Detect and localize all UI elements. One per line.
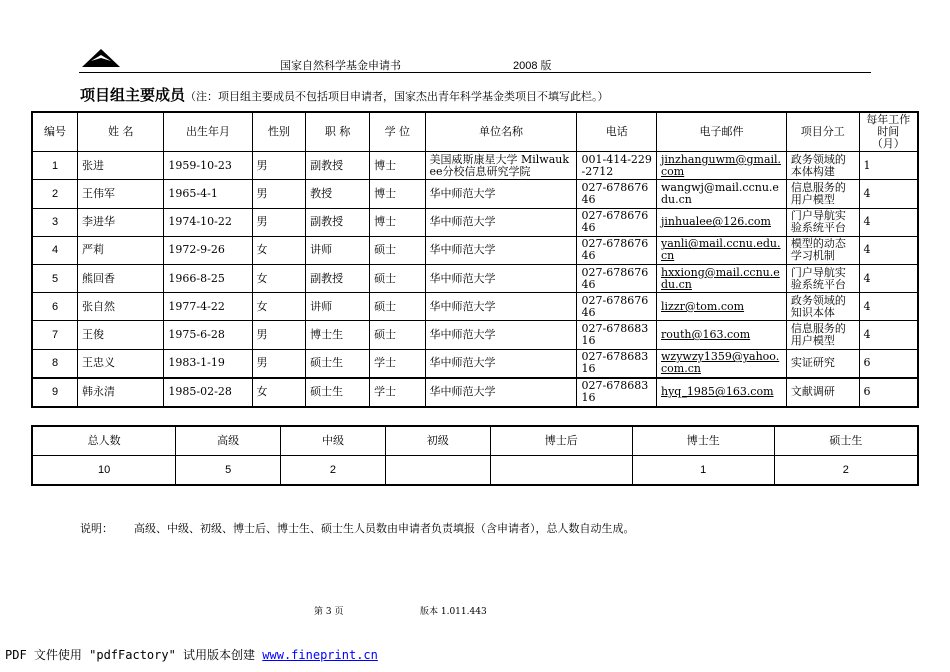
header-rule — [79, 72, 871, 73]
footer-version: 版本 1.011.443 — [420, 607, 487, 617]
members-header-cell: 出生年月 — [164, 112, 252, 152]
section-note: （注：项目组主要成员不包括项目申请者，国家杰出青年科学基金类项目不填写此栏。） — [185, 90, 609, 103]
table-row — [32, 180, 918, 208]
table-cell: 华中师范大学 — [425, 349, 577, 378]
table-cell: 9 — [32, 378, 78, 407]
table-cell: 1959-10-23 — [164, 152, 252, 180]
table-cell: 华中师范大学 — [425, 180, 577, 208]
logo — [82, 48, 120, 71]
summary-header-cell: 中级 — [281, 426, 386, 456]
table-cell: 讲师 — [306, 293, 370, 321]
table-cell: 副教授 — [306, 208, 370, 236]
summary-value-cell — [490, 456, 632, 486]
table-cell: 博士生 — [306, 321, 370, 349]
table-cell: 027-67867646 — [577, 236, 657, 264]
table-cell: 1 — [859, 152, 918, 180]
table-cell: 5 — [32, 265, 78, 293]
table-cell: 政务领域的知识本体 — [786, 293, 859, 321]
table-cell: 王忠义 — [78, 349, 164, 378]
table-cell: 政务领域的本体构建 — [786, 152, 859, 180]
table-cell: 美国威斯康星大学 Milwaukee分校信息研究学院 — [425, 152, 577, 180]
summary-value-cell: 2 — [281, 456, 386, 486]
table-cell: 硕士生 — [306, 378, 370, 407]
table-cell: 4 — [859, 321, 918, 349]
table-cell: 模型的动态学习机制 — [786, 236, 859, 264]
members-header-cell: 编号 — [32, 112, 78, 152]
summary-header-row — [32, 426, 918, 456]
table-cell: 硕士 — [370, 265, 425, 293]
table-cell: 门户导航实验系统平台 — [786, 265, 859, 293]
table-cell: 4 — [859, 180, 918, 208]
fineprint-link[interactable]: www.fineprint.cn — [262, 648, 378, 662]
table-cell: 027-67867646 — [577, 265, 657, 293]
members-header-cell: 每年工作时间（月） — [859, 112, 918, 152]
table-cell: 男 — [252, 180, 306, 208]
footer-page: 第 3 页 — [314, 607, 344, 617]
table-cell: 1974-10-22 — [164, 208, 252, 236]
table-cell: jinzhanguwm@gmail.com — [656, 152, 786, 180]
table-row — [32, 152, 918, 180]
members-header-cell: 性别 — [252, 112, 306, 152]
table-cell: 女 — [252, 293, 306, 321]
members-header-cell: 单位名称 — [425, 112, 577, 152]
table-cell: 2 — [32, 180, 78, 208]
table-cell: 女 — [252, 378, 306, 407]
table-cell: 王俊 — [78, 321, 164, 349]
section-title: 项目组主要成员 — [80, 86, 186, 104]
header-version: 2008 版 — [513, 60, 552, 72]
section-heading — [80, 84, 609, 105]
table-cell: jinhualee@126.com — [656, 208, 786, 236]
explain-label: 说明： — [80, 522, 113, 535]
table-cell: 027-67868316 — [577, 321, 657, 349]
table-cell: 张自然 — [78, 293, 164, 321]
table-cell: 001-414-229-2712 — [577, 152, 657, 180]
table-cell: 1 — [32, 152, 78, 180]
table-cell: 门户导航实验系统平台 — [786, 208, 859, 236]
table-cell: 熊回香 — [78, 265, 164, 293]
table-cell: 硕士 — [370, 293, 425, 321]
table-cell: 6 — [32, 293, 78, 321]
members-header-cell: 项目分工 — [786, 112, 859, 152]
table-cell: 华中师范大学 — [425, 378, 577, 407]
table-cell: 博士 — [370, 208, 425, 236]
table-cell: 4 — [859, 265, 918, 293]
table-cell: routh@163.com — [656, 321, 786, 349]
header-title: 国家自然科学基金申请书 — [280, 59, 401, 72]
table-cell: 4 — [32, 236, 78, 264]
summary-value-cell — [385, 456, 490, 486]
table-cell: 华中师范大学 — [425, 265, 577, 293]
table-cell: 1975-6-28 — [164, 321, 252, 349]
table-cell: 文献调研 — [786, 378, 859, 407]
table-cell: hxxiong@mail.ccnu.edu.cn — [656, 265, 786, 293]
table-cell: hyq_1985@163.com — [656, 378, 786, 407]
summary-header-cell: 博士后 — [490, 426, 632, 456]
table-cell: 1965-4-1 — [164, 180, 252, 208]
table-cell: 学士 — [370, 349, 425, 378]
summary-value-row — [32, 456, 918, 486]
table-cell: 6 — [859, 378, 918, 407]
summary-header-cell: 高级 — [176, 426, 281, 456]
summary-header-cell: 硕士生 — [774, 426, 918, 456]
table-cell: lizzr@tom.com — [656, 293, 786, 321]
table-cell: 男 — [252, 321, 306, 349]
members-header-cell: 学 位 — [370, 112, 425, 152]
members-header-cell: 姓 名 — [78, 112, 164, 152]
table-cell: 讲师 — [306, 236, 370, 264]
members-header-cell: 职 称 — [306, 112, 370, 152]
table-cell: 华中师范大学 — [425, 321, 577, 349]
summary-value-cell: 10 — [32, 456, 176, 486]
table-cell: 4 — [859, 236, 918, 264]
summary-header-cell: 总人数 — [32, 426, 176, 456]
table-cell: 027-67868316 — [577, 378, 657, 407]
table-row — [32, 321, 918, 349]
table-cell: 张进 — [78, 152, 164, 180]
summary-value-cell: 5 — [176, 456, 281, 486]
summary-header-cell: 初级 — [385, 426, 490, 456]
summary-value-cell: 2 — [774, 456, 918, 486]
table-cell: 女 — [252, 236, 306, 264]
table-cell: 华中师范大学 — [425, 293, 577, 321]
table-cell: 博士 — [370, 180, 425, 208]
table-cell: 1985-02-28 — [164, 378, 252, 407]
table-cell: 1983-1-19 — [164, 349, 252, 378]
table-cell: 男 — [252, 208, 306, 236]
table-cell: 教授 — [306, 180, 370, 208]
table-cell: 王伟军 — [78, 180, 164, 208]
table-cell: 027-67867646 — [577, 180, 657, 208]
table-cell: 副教授 — [306, 152, 370, 180]
explain-text: 高级、中级、初级、博士后、博士生、硕士生人员数由申请者负责填报（含申请者），总人数自动生成。 — [134, 522, 635, 535]
watermark-prefix: PDF 文件使用 "pdfFactory" 试用版本创建 — [5, 648, 263, 662]
table-cell: 李进华 — [78, 208, 164, 236]
table-row — [32, 349, 918, 378]
table-cell: 硕士 — [370, 236, 425, 264]
table-cell: 华中师范大学 — [425, 236, 577, 264]
table-cell: 副教授 — [306, 265, 370, 293]
table-cell: 4 — [859, 208, 918, 236]
table-cell: yanli@mail.ccnu.edu.cn — [656, 236, 786, 264]
table-cell: 严莉 — [78, 236, 164, 264]
members-table — [31, 111, 919, 408]
summary-table — [31, 425, 919, 486]
table-cell: 博士 — [370, 152, 425, 180]
table-cell: 硕士 — [370, 321, 425, 349]
table-cell: wzywzy1359@yahoo.com.cn — [656, 349, 786, 378]
table-row — [32, 265, 918, 293]
table-cell: 学士 — [370, 378, 425, 407]
members-header-cell: 电话 — [577, 112, 657, 152]
table-cell: 男 — [252, 349, 306, 378]
members-header-cell: 电子邮件 — [656, 112, 786, 152]
table-cell: 男 — [252, 152, 306, 180]
table-cell: 实证研究 — [786, 349, 859, 378]
table-cell: 1977-4-22 — [164, 293, 252, 321]
table-cell: 1972-9-26 — [164, 236, 252, 264]
summary-header-cell: 博士生 — [632, 426, 774, 456]
table-row — [32, 293, 918, 321]
table-cell: 韩永清 — [78, 378, 164, 407]
table-cell: 8 — [32, 349, 78, 378]
table-cell: 027-67868316 — [577, 349, 657, 378]
table-cell: 3 — [32, 208, 78, 236]
table-cell: wangwj@mail.ccnu.edu.cn — [656, 180, 786, 208]
table-cell: 信息服务的用户模型 — [786, 180, 859, 208]
table-cell: 7 — [32, 321, 78, 349]
table-cell: 4 — [859, 293, 918, 321]
table-cell: 027-67867646 — [577, 293, 657, 321]
table-cell: 027-67867646 — [577, 208, 657, 236]
summary-value-cell: 1 — [632, 456, 774, 486]
table-cell: 1966-8-25 — [164, 265, 252, 293]
table-row — [32, 208, 918, 236]
members-header-row — [32, 112, 918, 152]
table-row — [32, 236, 918, 264]
table-row — [32, 378, 918, 407]
table-cell: 女 — [252, 265, 306, 293]
watermark — [5, 646, 378, 663]
table-cell: 华中师范大学 — [425, 208, 577, 236]
table-cell: 信息服务的用户模型 — [786, 321, 859, 349]
table-cell: 硕士生 — [306, 349, 370, 378]
table-cell: 6 — [859, 349, 918, 378]
